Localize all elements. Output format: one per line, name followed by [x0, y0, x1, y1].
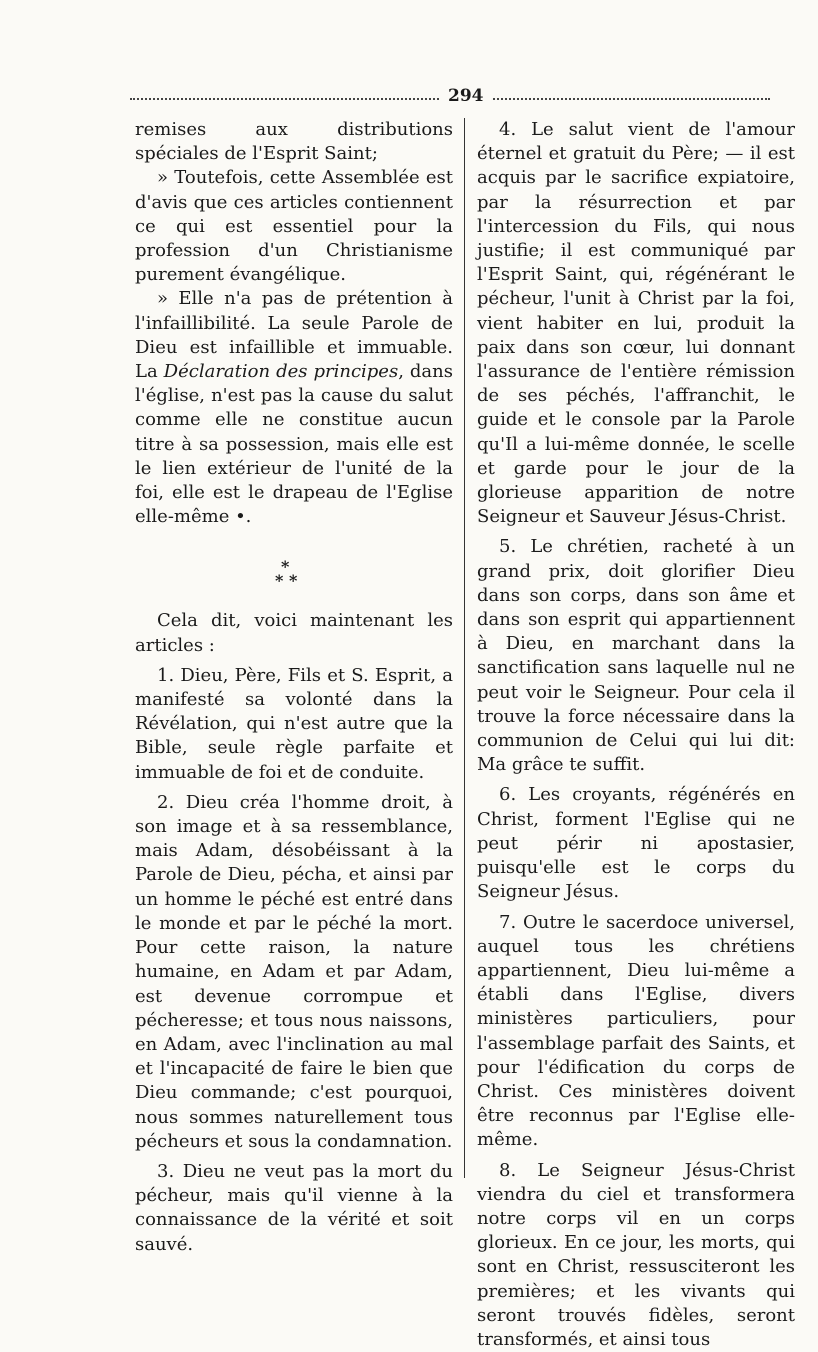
article-6: 6. Les croyants, régénérés en Christ, forment l'Eglise qui ne peut périr ni apostasier, puisqu'elle est le corps du Seigneur Jésus. — [477, 784, 795, 903]
articles-intro: Cela dit, voici maintenant les articles : — [135, 610, 453, 656]
page-number: 294 — [440, 86, 492, 106]
paragraph-infaillibilite-intro: » Elle n'a pas de prétention à l'infaillibilité. La seule Parole de Dieu est infaillible et immuable. La — [135, 288, 453, 383]
article-5: 5. Le chrétien, racheté à un grand prix, doit glorifier Dieu dans son corps, dans son âme et dans son esprit qui appartiennent à Dieu, en marchant dans la sanctification sans laquelle nul ne peut voir le Seigneur. Pour cela il trouve la force nécessaire dans la communion de Celui qui lui dit: Ma grâce te suffit. — [477, 536, 795, 776]
paragraph-infaillibilite — [135, 287, 453, 529]
article-2: 2. Dieu créa l'homme droit, à son image et à sa ressemblance, mais Adam, désobéissant à la Parole de Dieu, pécha, et ainsi par un homme le péché est entré dans le monde et par le péché la mort. Pour cette raison, la nature humaine, en Adam et par Adam, est devenue corrompue et pécheresse; et tous nous naissons, en Adam, avec l'inclination au mal et l'incapacité de faire le bien que Dieu commande; c'est pourquoi, nous sommes naturellement tous pécheurs et sous la condamnation. — [135, 791, 453, 1152]
separator-star-top: * — [281, 557, 290, 577]
continued-paragraph: remises aux distributions spéciales de l'Esprit Saint; — [135, 119, 453, 165]
article-1: 1. Dieu, Père, Fils et S. Esprit, a manifesté sa volonté dans la Révélation, qui n'est autre que la Bible, seule règle parfaite et immuable de foi et de conduite. — [135, 664, 453, 783]
separator-star-left: * — [275, 571, 284, 591]
left-column — [135, 118, 453, 1257]
article-8: 8. Le Seigneur Jésus-Christ viendra du ciel et transformera notre corps vil en un corps glorieux. En ce jour, les morts, qui sont en Christ, ressusciteront les premières; et les vivants qui seront trouvés fidèles, seront transformés, et ainsi tous — [477, 1159, 795, 1350]
separator-star-right: * — [289, 571, 298, 591]
column-divider — [464, 118, 465, 1178]
article-7: 7. Outre le sacerdoce universel, auquel tous les chrétiens appartiennent, Dieu lui-même a établi dans l'Eglise, divers ministères particuliers, pour l'assemblage parfait des Saints, et pour l'édification du corps de Christ. Ces ministères doivent être reconnus par l'Eglise elle-même. — [477, 911, 795, 1151]
paragraph-infaillibilite-rest: , dans l'église, n'est pas la cause du salut comme elle ne constitue aucun titre à sa possession, mais elle est le lien extérieur de l'unité de la foi, elle est le drapeau de l'Eglise elle-même •. — [135, 361, 453, 528]
article-3: 3. Dieu ne veut pas la mort du pécheur, mais qu'il vienne à la connaissance de la vérité et soit sauvé. — [135, 1160, 453, 1255]
right-column — [477, 118, 795, 1352]
section-separator — [135, 555, 453, 599]
article-4: 4. Le salut vient de l'amour éternel et gratuit du Père; — il est acquis par le sacrifice expiatoire, par la résurrection et par l'intercession du Fils, qui nous justifie; il est communiqué par l'Esprit Saint, qui, régénérant le pécheur, l'unit à Christ par la foi, vient habiter en lui, produit la paix dans son cœur, lui donnant l'assurance de l'entière rémission de ses péchés, l'affranchit, le guide et le console par la Parole qu'Il a lui-même donnée, le scelle et garde pour le jour de la glorieuse apparition de notre Seigneur et Sauveur Jésus-Christ. — [477, 119, 795, 528]
page-header — [130, 86, 770, 108]
paragraph-toutefois: » Toutefois, cette Assemblée est d'avis que ces articles contiennent ce qui est essentiel pour la profession d'un Christianisme purement évangélique. — [135, 167, 453, 286]
declaration-title: Déclaration des principes — [163, 361, 399, 383]
